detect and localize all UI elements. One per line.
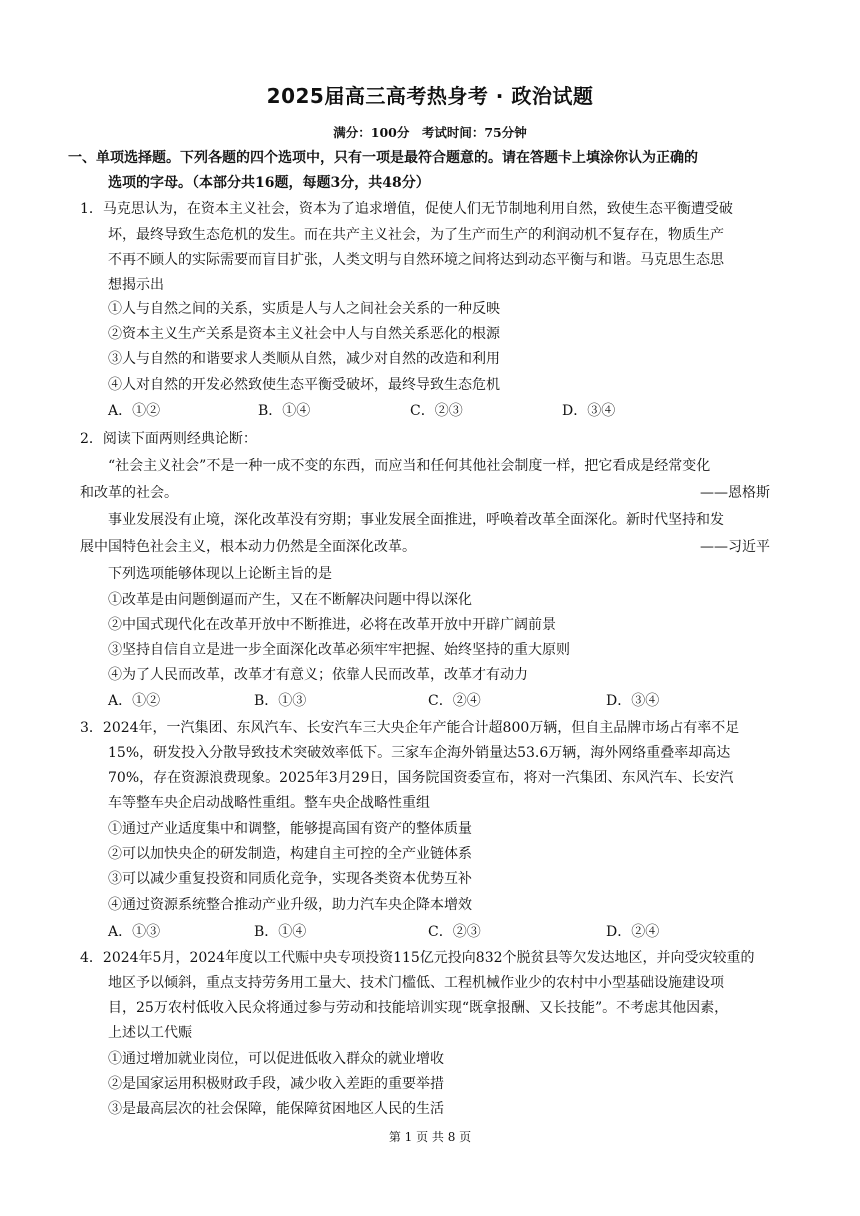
q2-quote2-line: 展中国特色社会主义，根本动力仍然是全面深化改革。 — [80, 539, 416, 555]
option-d: D．③④ — [606, 693, 660, 709]
q4-stem-line: 目，25万农村低收入民众将通过参与劳动和技能培训实现“既拿报酬、又长技能”。不考虑其他因素， — [108, 1000, 729, 1016]
q1-stem-line: 不再不顾人的实际需要而盲目扩张，人类文明与自然环境之间将达到动态平衡与和谐。马克思生态思 — [108, 252, 724, 268]
q3-stem-line: 3．2024年，一汽集团、东风汽车、长安汽车三大央企年产能合计超800万辆，但自主品牌市场占有率不足 — [80, 720, 740, 736]
section-heading: 一、单项选择题。下列各题的四个选项中，只有一项是最符合题意的。请在答题卡上填涂你认为正确的 — [68, 150, 698, 166]
option-b: B．①③ — [254, 693, 307, 709]
q3-item: ①通过产业适度集中和调整，能够提高国有资产的整体质量 — [108, 821, 472, 837]
q2-item: ①改革是由问题倒逼而产生，又在不断解决问题中得以深化 — [108, 592, 472, 608]
q1-item: ①人与自然之间的关系，实质是人与人之间社会关系的一种反映 — [108, 301, 500, 317]
option-a: A．①② — [108, 403, 161, 419]
q2-quote1-author: ——恩格斯 — [700, 485, 770, 501]
exam-meta: 满分：100分 考试时间：75分钟 — [333, 125, 527, 140]
q4-stem-line: 地区予以倾斜，重点支持劳务用工量大、技术门槛低、工程机械作业少的农村中小型基础设施建设项 — [108, 975, 724, 991]
q3-item: ③可以减少重复投资和同质化竞争，实现各类资本优势互补 — [108, 871, 472, 887]
q4-stem-line: 4．2024年5月，2024年度以工代赈中央专项投资115亿元投向832个脱贫县等欠发达地区，并向受灾较重的 — [80, 950, 755, 966]
q3-stem-line: 70%，存在资源浪费现象。2025年3月29日，国务院国资委宣布，将对一汽集团、东风汽车、长安汽 — [108, 770, 734, 786]
option-b: B．①④ — [254, 924, 307, 940]
q1-stem-line: 1．马克思认为，在资本主义社会，资本为了追求增值，促使人们无节制地利用自然，致使生态平衡遭受破 — [80, 201, 733, 217]
page-title: 2025届高三高考热身考 · 政治试题 — [266, 84, 594, 108]
page-footer: 第 1 页 共 8 页 — [388, 1130, 472, 1144]
q3-stem-line: 车等整车央企启动战略性重组。整车央企战略性重组 — [108, 795, 430, 811]
q1-stem-line: 想揭示出 — [108, 277, 164, 293]
q3-item: ②可以加快央企的研发制造，构建自主可控的全产业链体系 — [108, 846, 472, 862]
q4-stem-line: 上述以工代赈 — [108, 1025, 192, 1041]
q1-item: ②资本主义生产关系是资本主义社会中人与自然关系恶化的根源 — [108, 326, 500, 342]
q1-stem-line: 坏，最终导致生态危机的发生。而在共产主义社会，为了生产而生产的利润动机不复存在，物质生产 — [108, 227, 724, 243]
q2-item: ③坚持自信自立是进一步全面深化改革必须牢牢把握、始终坚持的重大原则 — [108, 642, 570, 658]
option-a: A．①② — [108, 693, 161, 709]
option-d: D．③④ — [562, 403, 616, 419]
option-b: B．①④ — [258, 403, 311, 419]
q2-stem: 2．阅读下面两则经典论断： — [80, 431, 257, 447]
q4-item: ③是最高层次的社会保障，能保障贫困地区人民的生活 — [108, 1101, 444, 1117]
q1-item: ③人与自然的和谐要求人类顺从自然，减少对自然的改造和利用 — [108, 351, 500, 367]
q3-stem-line: 15%，研发投入分散导致技术突破效率低下。三家车企海外销量达53.6万辆，海外网络重叠率却高达 — [108, 745, 731, 761]
option-c: C．②③ — [410, 403, 463, 419]
q2-quote1-line: “社会主义社会”不是一种一成不变的东西，而应当和任何其他社会制度一样，把它看成是经常变化 — [108, 458, 711, 474]
q2-item: ②中国式现代化在改革开放中不断推进，必将在改革开放中开辟广阔前景 — [108, 617, 556, 633]
option-a: A．①③ — [108, 924, 161, 940]
q2-question: 下列选项能够体现以上论断主旨的是 — [108, 566, 332, 582]
q4-item: ①通过增加就业岗位，可以促进低收入群众的就业增收 — [108, 1051, 444, 1067]
option-d: D．②④ — [606, 924, 660, 940]
option-c: C．②③ — [428, 924, 481, 940]
section-heading-cont: 选项的字母。（本部分共16题，每题3分，共48分） — [108, 175, 430, 191]
option-c: C．②④ — [428, 693, 481, 709]
q2-quote2-line: 事业发展没有止境，深化改革没有穷期；事业发展全面推进，呼唤着改革全面深化。新时代坚持和发 — [108, 512, 724, 528]
q1-item: ④人对自然的开发必然致使生态平衡受破坏，最终导致生态危机 — [108, 377, 500, 393]
q4-item: ②是国家运用积极财政手段，减少收入差距的重要举措 — [108, 1076, 444, 1092]
q3-item: ④通过资源系统整合推动产业升级，助力汽车央企降本增效 — [108, 897, 472, 913]
q2-quote1-line: 和改革的社会。 — [80, 485, 178, 501]
q2-item: ④为了人民而改革，改革才有意义；依靠人民而改革，改革才有动力 — [108, 667, 528, 683]
q2-quote2-author: ——习近平 — [700, 539, 770, 555]
